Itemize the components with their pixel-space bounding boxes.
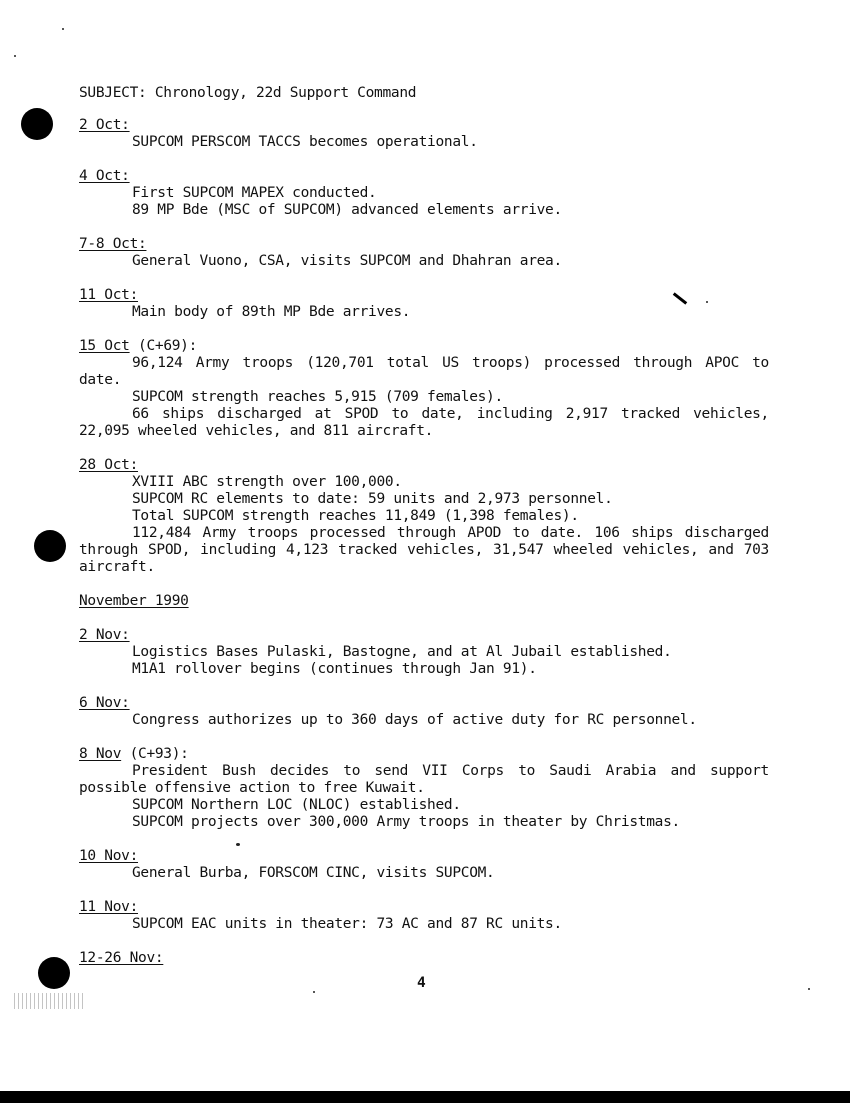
scan-noise <box>14 993 84 1009</box>
entry-date-line <box>79 695 769 712</box>
entry-item: XVIII ABC strength over 100,000. <box>132 474 402 490</box>
entry-date: 6 Nov: <box>79 695 130 711</box>
chronology-entry <box>79 848 769 882</box>
entry-date: 15 Oct <box>79 338 130 354</box>
chronology-entry <box>79 287 769 321</box>
entry-item: SUPCOM PERSCOM TACCS becomes operational. <box>132 134 478 150</box>
scan-speck <box>313 991 315 993</box>
scan-edge <box>0 1091 850 1103</box>
chronology-entry <box>79 236 769 270</box>
entry-date: 2 Nov: <box>79 627 130 643</box>
entry-item: General Vuono, CSA, visits SUPCOM and Dhahran area. <box>132 253 562 269</box>
scan-speck <box>808 988 810 990</box>
punch-hole <box>38 957 70 989</box>
chronology-entry <box>79 746 769 831</box>
entry-date-line <box>79 848 769 865</box>
entry-item: Main body of 89th MP Bde arrives. <box>132 304 411 320</box>
entry-date: 4 Oct: <box>79 168 130 184</box>
chronology-entry <box>79 117 769 151</box>
entry-item: SUPCOM projects over 300,000 Army troops in theater by Christmas. <box>132 814 680 830</box>
entry-date-line <box>79 746 769 763</box>
entry-date: 11 Oct: <box>79 287 139 303</box>
entry-item: Logistics Bases Pulaski, Bastogne, and at Al Jubail established. <box>132 644 672 660</box>
entry-date-suffix: (C+93): <box>121 746 189 762</box>
chronology-entry <box>79 899 769 933</box>
entry-date: 28 Oct: <box>79 457 139 473</box>
entry-date: 7-8 Oct: <box>79 236 147 252</box>
entry-item: Congress authorizes up to 360 days of active duty for RC personnel. <box>132 712 697 728</box>
chronology-entry <box>79 457 769 576</box>
entry-date: 11 Nov: <box>79 899 139 915</box>
entry-item: SUPCOM strength reaches 5,915 (709 females). <box>132 389 503 405</box>
entry-item: SUPCOM RC elements to date: 59 units and 2,973 personnel. <box>132 491 613 507</box>
entry-item: President Bush decides to send VII Corps to Saudi Arabia and support possible offensive action to free Kuwait. <box>79 763 769 796</box>
chronology-entries <box>79 117 769 984</box>
entry-date-line <box>79 457 769 474</box>
entry-item: General Burba, FORSCOM CINC, visits SUPCOM. <box>132 865 495 881</box>
entry-date-line <box>79 117 769 134</box>
chronology-entry <box>79 950 769 967</box>
punch-hole <box>34 530 66 562</box>
page-number: 4 <box>417 975 426 991</box>
entry-item: Total SUPCOM strength reaches 11,849 (1,398 females). <box>132 508 579 524</box>
chronology-entry <box>79 627 769 678</box>
entry-item: M1A1 rollover begins (continues through Jan 91). <box>132 661 537 677</box>
entry-item: 112,484 Army troops processed through APOD to date. 106 ships discharged through SPOD, including 4,123 tracked vehicles, 31,547 wheeled vehicles, and 703 aircraft. <box>79 525 769 575</box>
entry-date-suffix: (C+69): <box>129 338 198 354</box>
entry-date-line <box>79 338 769 355</box>
scan-speck <box>62 28 64 30</box>
entry-item: First SUPCOM MAPEX conducted. <box>132 185 377 201</box>
entry-date-line <box>79 950 769 967</box>
entry-date-line <box>79 236 769 253</box>
entry-date-line <box>79 168 769 185</box>
scan-speck <box>14 55 16 57</box>
entry-item: SUPCOM Northern LOC (NLOC) established. <box>132 797 461 813</box>
entry-item: 96,124 Army troops (120,701 total US troops) processed through APOC to date. <box>79 355 769 388</box>
month-heading: November 1990 <box>79 593 189 609</box>
entry-date-line <box>79 899 769 916</box>
entry-date-line <box>79 287 769 304</box>
entry-item: 66 ships discharged at SPOD to date, including 2,917 tracked vehicles, 22,095 wheeled vehicles, and 811 aircraft. <box>79 406 769 439</box>
entry-item: SUPCOM EAC units in theater: 73 AC and 87 RC units. <box>132 916 562 932</box>
chronology-entry <box>79 338 769 440</box>
entry-date-line <box>79 627 769 644</box>
entry-date: 2 Oct: <box>79 117 130 133</box>
punch-hole <box>21 108 53 140</box>
entry-date: 8 Nov <box>79 746 122 762</box>
chronology-entry <box>79 695 769 729</box>
chronology-entry <box>79 168 769 219</box>
entry-date: 10 Nov: <box>79 848 139 864</box>
entry-item: 89 MP Bde (MSC of SUPCOM) advanced elements arrive. <box>132 202 562 218</box>
entry-date: 12-26 Nov: <box>79 950 164 966</box>
subject-line: SUBJECT: Chronology, 22d Support Command <box>79 85 417 101</box>
